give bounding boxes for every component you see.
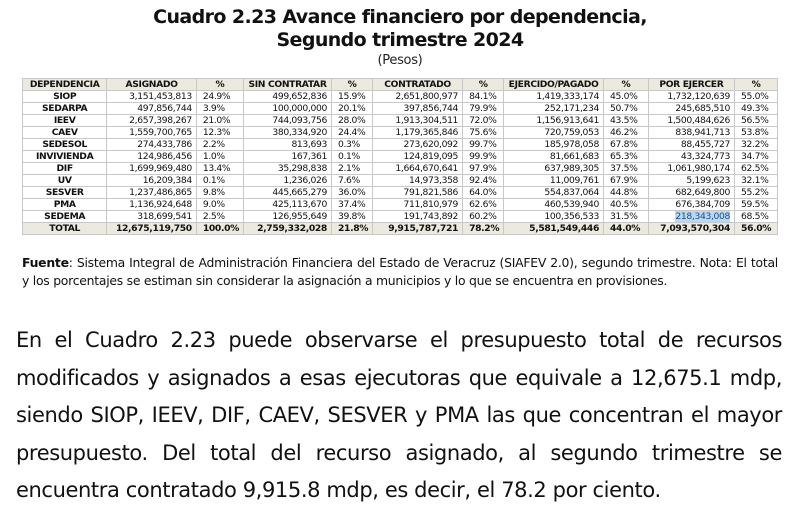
- percent-cell: 75.6%: [463, 127, 504, 139]
- percent-cell: 36.0%: [331, 187, 372, 199]
- amount-cell: 2,651,800,977: [373, 91, 463, 103]
- amount-cell: 1,179,365,846: [373, 127, 463, 139]
- amount-cell: 838,941,713: [648, 127, 734, 139]
- percent-cell: 45.0%: [604, 91, 649, 103]
- body-paragraph: En el Cuadro 2.23 puede observarse el presupuesto total de recursos modificados y asignados a esas ejecutoras que equivale a 12,675.1 mdp, siendo SIOP, IEEV, DIF, CAEV, SESVER y PMA las que concentran el mayor presupuesto. Del total del recurso asignado, al segundo trimestre se encuentra contratado 9,915.8 mdp, es decir, el 78.2 por ciento.: [16, 328, 782, 502]
- amount-cell: 252,171,234: [504, 103, 604, 115]
- header-dependencia: DEPENDENCIA: [23, 79, 107, 91]
- amount-cell: 445,665,279: [244, 187, 332, 199]
- percent-cell: 68.5%: [735, 211, 778, 223]
- amount-cell: 318,699,541: [107, 211, 197, 223]
- amount-cell: 88,455,727: [648, 139, 734, 151]
- header-sin-contratar: SIN CONTRATAR: [244, 79, 332, 91]
- dependency-cell: DIF: [23, 163, 107, 175]
- source-note: [22, 254, 778, 290]
- percent-cell: 100.0%: [196, 223, 243, 235]
- source-label: Fuente: [22, 255, 69, 270]
- header-asignado: ASIGNADO: [107, 79, 197, 91]
- financial-progress-table: [22, 78, 778, 235]
- table-row: [23, 151, 778, 163]
- percent-cell: 55.2%: [735, 187, 778, 199]
- percent-cell: 40.5%: [604, 199, 649, 211]
- percent-cell: 99.7%: [463, 139, 504, 151]
- amount-cell: 397,856,744: [373, 103, 463, 115]
- amount-cell: 273,620,092: [373, 139, 463, 151]
- amount-cell: 813,693: [244, 139, 332, 151]
- amount-cell: 5,199,623: [648, 175, 734, 187]
- amount-cell: 1,913,304,511: [373, 115, 463, 127]
- percent-cell: 21.0%: [196, 115, 243, 127]
- amount-cell: 2,657,398,267: [107, 115, 197, 127]
- percent-cell: 46.2%: [604, 127, 649, 139]
- amount-cell: 5,581,549,446: [504, 223, 604, 235]
- table-row: [23, 211, 778, 223]
- amount-cell: 711,810,979: [373, 199, 463, 211]
- amount-cell: [648, 211, 734, 223]
- amount-cell: 1,699,969,480: [107, 163, 197, 175]
- percent-cell: 79.9%: [463, 103, 504, 115]
- percent-cell: 3.9%: [196, 103, 243, 115]
- amount-cell: 126,955,649: [244, 211, 332, 223]
- dependency-cell: SIOP: [23, 91, 107, 103]
- amount-cell: 185,978,058: [504, 139, 604, 151]
- units-label: (Pesos): [377, 53, 423, 68]
- amount-cell: 81,661,683: [504, 151, 604, 163]
- percent-cell: 37.5%: [604, 163, 649, 175]
- percent-cell: 32.2%: [735, 139, 778, 151]
- amount-cell: 12,675,119,750: [107, 223, 197, 235]
- percent-cell: 44.0%: [604, 223, 649, 235]
- amount-cell: 1,664,670,641: [373, 163, 463, 175]
- table-row: [23, 139, 778, 151]
- amount-cell: 460,539,940: [504, 199, 604, 211]
- percent-cell: 56.0%: [735, 223, 778, 235]
- selected-text-highlight[interactable]: 218,343,008: [675, 211, 731, 222]
- dependency-cell: SESVER: [23, 187, 107, 199]
- amount-cell: 676,384,709: [648, 199, 734, 211]
- table-row: [23, 127, 778, 139]
- header-pct-contratado: %: [463, 79, 504, 91]
- amount-cell: 35,298,838: [244, 163, 332, 175]
- percent-cell: 62.5%: [735, 163, 778, 175]
- percent-cell: 1.0%: [196, 151, 243, 163]
- amount-cell: 124,986,456: [107, 151, 197, 163]
- header-ejercido-pagado: EJERCIDO/PAGADO: [504, 79, 604, 91]
- dependency-cell: SEDARPA: [23, 103, 107, 115]
- percent-cell: 15.9%: [331, 91, 372, 103]
- percent-cell: 92.4%: [463, 175, 504, 187]
- dependency-cell: SEDESOL: [23, 139, 107, 151]
- table-row: [23, 91, 778, 103]
- percent-cell: 67.8%: [604, 139, 649, 151]
- percent-cell: 31.5%: [604, 211, 649, 223]
- header-pct-sin-contratar: %: [331, 79, 372, 91]
- amount-cell: 100,000,000: [244, 103, 332, 115]
- table-row: [23, 163, 778, 175]
- amount-cell: 191,743,892: [373, 211, 463, 223]
- amount-cell: 499,652,836: [244, 91, 332, 103]
- amount-cell: 380,334,920: [244, 127, 332, 139]
- amount-cell: 1,236,026: [244, 175, 332, 187]
- percent-cell: 13.4%: [196, 163, 243, 175]
- header-pct-asignado: %: [196, 79, 243, 91]
- percent-cell: 53.8%: [735, 127, 778, 139]
- percent-cell: 62.6%: [463, 199, 504, 211]
- percent-cell: 37.4%: [331, 199, 372, 211]
- percent-cell: 97.9%: [463, 163, 504, 175]
- percent-cell: 32.1%: [735, 175, 778, 187]
- amount-cell: 100,356,533: [504, 211, 604, 223]
- percent-cell: 9.8%: [196, 187, 243, 199]
- dependency-cell: IEEV: [23, 115, 107, 127]
- percent-cell: 2.1%: [331, 163, 372, 175]
- amount-cell: 11,009,761: [504, 175, 604, 187]
- amount-cell: 3,151,453,813: [107, 91, 197, 103]
- percent-cell: 99.9%: [463, 151, 504, 163]
- amount-cell: 14,973,358: [373, 175, 463, 187]
- header-por-ejercer: POR EJERCER: [648, 79, 734, 91]
- table-body: [23, 91, 778, 235]
- title-line-2: Segundo trimestre 2024: [276, 29, 524, 51]
- amount-cell: 554,837,064: [504, 187, 604, 199]
- amount-cell: 2,759,332,028: [244, 223, 332, 235]
- amount-cell: 791,821,586: [373, 187, 463, 199]
- percent-cell: 0.1%: [196, 175, 243, 187]
- percent-cell: 60.2%: [463, 211, 504, 223]
- table-row: [23, 103, 778, 115]
- amount-cell: 43,324,773: [648, 151, 734, 163]
- percent-cell: 64.0%: [463, 187, 504, 199]
- amount-cell: 245,685,510: [648, 103, 734, 115]
- amount-cell: 682,649,800: [648, 187, 734, 199]
- amount-cell: 1,061,980,174: [648, 163, 734, 175]
- header-contratado: CONTRATADO: [373, 79, 463, 91]
- dependency-cell: PMA: [23, 199, 107, 211]
- percent-cell: 28.0%: [331, 115, 372, 127]
- percent-cell: 84.1%: [463, 91, 504, 103]
- header-pct-ejercido: %: [604, 79, 649, 91]
- amount-cell: 274,433,786: [107, 139, 197, 151]
- table-title: [0, 6, 800, 52]
- table-row: [23, 115, 778, 127]
- percent-cell: 24.4%: [331, 127, 372, 139]
- table-row: [23, 199, 778, 211]
- table-row: [23, 187, 778, 199]
- amount-cell: 124,819,095: [373, 151, 463, 163]
- percent-cell: 65.3%: [604, 151, 649, 163]
- percent-cell: 78.2%: [463, 223, 504, 235]
- title-line-1: Cuadro 2.23 Avance financiero por dependencia,: [153, 6, 647, 28]
- percent-cell: 0.3%: [331, 139, 372, 151]
- amount-cell: 720,759,053: [504, 127, 604, 139]
- table-total-row: [23, 223, 778, 235]
- amount-cell: 1,419,333,174: [504, 91, 604, 103]
- amount-cell: 167,361: [244, 151, 332, 163]
- percent-cell: 43.5%: [604, 115, 649, 127]
- percent-cell: 55.0%: [735, 91, 778, 103]
- percent-cell: 20.1%: [331, 103, 372, 115]
- amount-cell: 1,156,913,641: [504, 115, 604, 127]
- amount-cell: 9,915,787,721: [373, 223, 463, 235]
- source-text: : Sistema Integral de Administración Financiera del Estado de Veracruz (SIAFEV 2.0), segundo trimestre. Nota: El total y los porcentajes se estiman sin considerar la asignación a municipios y lo que se encuentra en provisiones.: [22, 255, 778, 288]
- percent-cell: 67.9%: [604, 175, 649, 187]
- amount-cell: 425,113,670: [244, 199, 332, 211]
- dependency-cell: CAEV: [23, 127, 107, 139]
- percent-cell: 7.6%: [331, 175, 372, 187]
- percent-cell: 59.5%: [735, 199, 778, 211]
- percent-cell: 39.8%: [331, 211, 372, 223]
- amount-cell: 1,732,120,639: [648, 91, 734, 103]
- amount-cell: 1,136,924,648: [107, 199, 197, 211]
- amount-cell: 744,093,756: [244, 115, 332, 127]
- percent-cell: 0.1%: [331, 151, 372, 163]
- amount-cell: 497,856,744: [107, 103, 197, 115]
- table-row: [23, 175, 778, 187]
- percent-cell: 72.0%: [463, 115, 504, 127]
- dependency-cell: TOTAL: [23, 223, 107, 235]
- percent-cell: 34.7%: [735, 151, 778, 163]
- percent-cell: 2.5%: [196, 211, 243, 223]
- percent-cell: 24.9%: [196, 91, 243, 103]
- percent-cell: 12.3%: [196, 127, 243, 139]
- table-header-row: [23, 79, 778, 91]
- percent-cell: 44.8%: [604, 187, 649, 199]
- dependency-cell: INVIVIENDA: [23, 151, 107, 163]
- amount-cell: 1,237,486,865: [107, 187, 197, 199]
- amount-cell: 637,989,305: [504, 163, 604, 175]
- percent-cell: 21.8%: [331, 223, 372, 235]
- dependency-cell: SEDEMA: [23, 211, 107, 223]
- percent-cell: 9.0%: [196, 199, 243, 211]
- percent-cell: 56.5%: [735, 115, 778, 127]
- dependency-cell: UV: [23, 175, 107, 187]
- amount-cell: 1,500,484,626: [648, 115, 734, 127]
- percent-cell: 50.7%: [604, 103, 649, 115]
- amount-cell: 16,209,384: [107, 175, 197, 187]
- percent-cell: 2.2%: [196, 139, 243, 151]
- percent-cell: 49.3%: [735, 103, 778, 115]
- amount-cell: 7,093,570,304: [648, 223, 734, 235]
- header-pct-por-ejercer: %: [735, 79, 778, 91]
- amount-cell: 1,559,700,765: [107, 127, 197, 139]
